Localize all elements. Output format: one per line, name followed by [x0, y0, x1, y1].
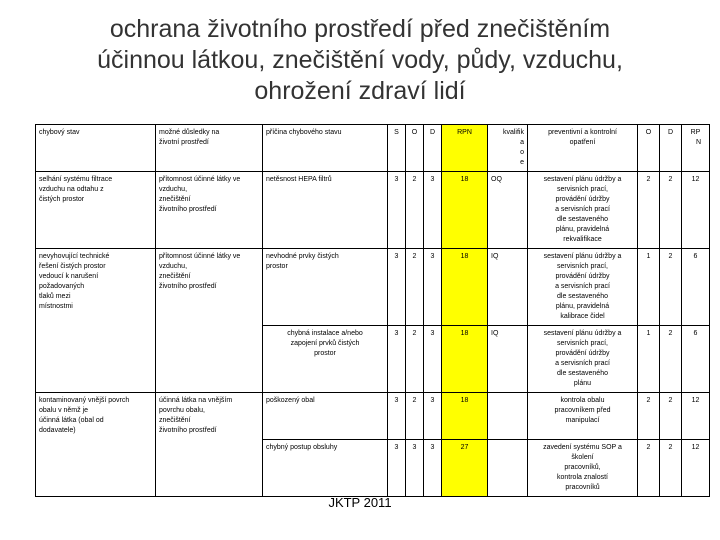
cell-rp: 6	[682, 326, 710, 393]
table-header-row	[36, 125, 710, 172]
table-row	[36, 326, 710, 393]
cell-detection: 3	[424, 439, 442, 496]
cell-rpn: 18	[442, 172, 488, 249]
cell-consequences	[156, 326, 263, 393]
cell-rpn: 18	[442, 326, 488, 393]
cell-severity: 3	[388, 326, 406, 393]
title-line-2: účinnou látkou, znečištění vody, půdy, vzduchu,	[97, 46, 623, 74]
cell-occurrence-2: 1	[638, 326, 660, 393]
cell-detection: 3	[424, 326, 442, 393]
cell-consequences	[156, 439, 263, 496]
cell-qualification	[488, 439, 528, 496]
header-consequences: možné důsledky na životní prostředí	[156, 125, 263, 172]
cell-severity: 3	[388, 172, 406, 249]
cell-failure-state: kontaminovaný vnější povrch obalu v němž je účinná látka (obal od dodavatele)	[36, 393, 156, 440]
cell-detection-2: 2	[660, 439, 682, 496]
cell-occurrence: 2	[406, 172, 424, 249]
header-measures: preventivní a kontrolní opatření	[528, 125, 638, 172]
cell-occurrence-2: 2	[638, 439, 660, 496]
cell-severity: 3	[388, 393, 406, 440]
cell-rpn: 27	[442, 439, 488, 496]
cell-qualification	[488, 393, 528, 440]
cell-occurrence-2: 2	[638, 172, 660, 249]
cell-rp: 12	[682, 439, 710, 496]
footer-label: JKTP 2011	[328, 495, 392, 510]
slide-title	[0, 14, 720, 107]
cell-failure-state: nevyhovující technické řešení čistých prostor vedoucí k narušení požadovaných tlaků mezi místnostmi	[36, 249, 156, 326]
cell-rp: 12	[682, 172, 710, 249]
header-occurrence-2: O	[638, 125, 660, 172]
header-rp: RP	[682, 125, 710, 172]
cell-occurrence: 2	[406, 326, 424, 393]
header-qualification: kvalifik a o e	[488, 125, 528, 172]
cell-detection-2: 2	[660, 393, 682, 440]
cell-detection-2: 2	[660, 326, 682, 393]
cell-measures: zavedení systému SOP a školení pracovníků, kontrola znalostí pracovníků	[528, 439, 638, 496]
overflow-column-letter: N	[696, 139, 702, 146]
title-line-1: ochrana životního prostředí před znečištěním	[109, 15, 611, 43]
cell-rp: 6	[682, 249, 710, 326]
cell-measures: sestavení plánu údržby a servisních prací, provádění údržby a servisních prací dle sestaveného plánu, pravidelná kalibrace čidel	[528, 249, 638, 326]
cell-occurrence: 2	[406, 249, 424, 326]
cell-cause: chybná instalace a/nebo zapojení prvků čistých prostor	[263, 326, 388, 393]
cell-detection: 3	[424, 249, 442, 326]
cell-rpn: 18	[442, 393, 488, 440]
cell-failure-state	[36, 439, 156, 496]
cell-detection-2: 2	[660, 172, 682, 249]
cell-cause: chybný postup obsluhy	[263, 439, 388, 496]
header-cause: příčina chybového stavu	[263, 125, 388, 172]
cell-qualification: IQ	[488, 249, 528, 326]
cell-occurrence-2: 1	[638, 249, 660, 326]
header-detection-2: D	[660, 125, 682, 172]
header-rpn: RPN	[442, 125, 488, 172]
table-row	[36, 172, 710, 249]
cell-severity: 3	[388, 439, 406, 496]
table-row	[36, 439, 710, 496]
cell-qualification: IQ	[488, 326, 528, 393]
table-row	[36, 393, 710, 440]
cell-cause: nevhodné prvky čistých prostor	[263, 249, 388, 326]
cell-cause: poškozený obal	[263, 393, 388, 440]
cell-detection: 3	[424, 393, 442, 440]
cell-measures: sestavení plánu údržby a servisních prací, provádění údržby a servisních prací dle sestaveného plánu	[528, 326, 638, 393]
cell-consequences: účinná látka na vnějším povrchu obalu, znečištění životního prostředí	[156, 393, 263, 440]
cell-measures: kontrola obalu pracovníkem před manipulací	[528, 393, 638, 440]
header-failure-state: chybový stav	[36, 125, 156, 172]
header-occurrence: O	[406, 125, 424, 172]
cell-severity: 3	[388, 249, 406, 326]
cell-detection: 3	[424, 172, 442, 249]
cell-rpn: 18	[442, 249, 488, 326]
cell-failure-state: selhání systému filtrace vzduchu na odtahu z čistých prostor	[36, 172, 156, 249]
cell-detection-2: 2	[660, 249, 682, 326]
header-severity: S	[388, 125, 406, 172]
title-line-3: ohrožení zdraví lidí	[254, 77, 466, 105]
cell-consequences: přítomnost účinné látky ve vzduchu, znečištění životního prostředí	[156, 172, 263, 249]
table-row	[36, 249, 710, 326]
cell-qualification: OQ	[488, 172, 528, 249]
cell-occurrence: 3	[406, 439, 424, 496]
header-detection: D	[424, 125, 442, 172]
cell-occurrence: 2	[406, 393, 424, 440]
cell-occurrence-2: 2	[638, 393, 660, 440]
cell-failure-state	[36, 326, 156, 393]
cell-consequences: přítomnost účinné látky ve vzduchu, znečištění životního prostředí	[156, 249, 263, 326]
cell-measures: sestavení plánu údržby a servisních prací, provádění údržby a servisních prací dle sestaveného plánu, pravidelná rekvalifikace	[528, 172, 638, 249]
cell-rp: 12	[682, 393, 710, 440]
fmea-table	[35, 124, 710, 497]
cell-cause: netěsnost HEPA filtrů	[263, 172, 388, 249]
